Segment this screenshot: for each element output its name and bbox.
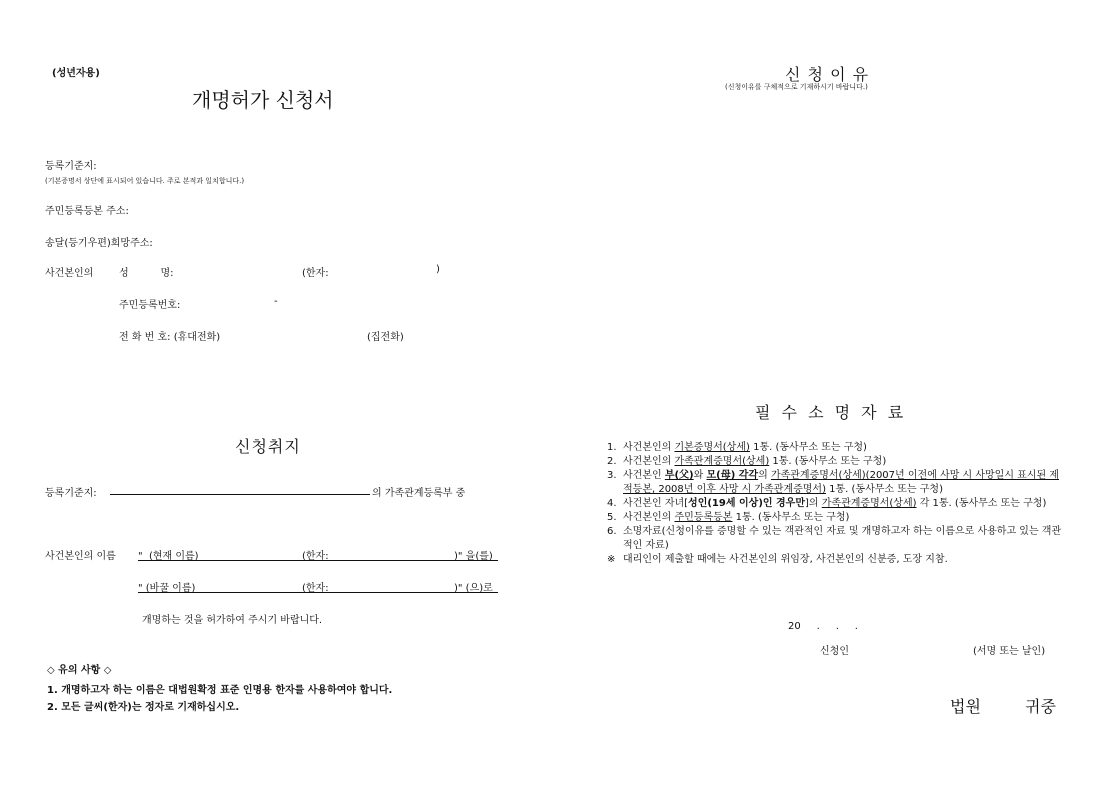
doc-number: ※ <box>607 554 616 565</box>
name-hanja-open: (한자: <box>302 268 329 279</box>
current-name-hanja: (한자: <box>302 551 329 562</box>
request-text: 개명하는 것을 허가하여 주시기 바랍니다. <box>142 615 323 626</box>
doc-number: 3. <box>607 470 617 481</box>
doc-underlined: 기본증명서(상세) <box>674 442 750 453</box>
reason-note: (신청이유를 구체적으로 기재하시기 바랍니다.) <box>725 83 868 91</box>
purpose-reg-base-label: 등록기준지: <box>45 488 97 499</box>
docs-heading: 필 수 소 명 자 료 <box>755 403 907 422</box>
notes-title: ◇ 유의 사항 ◇ <box>47 665 112 676</box>
court-label: 법원 <box>950 697 981 716</box>
mobile-phone-label: 전 화 번 호: (휴대전화) <box>119 332 221 343</box>
doc-text: 의 <box>758 470 771 481</box>
new-name-hanja: (한자: <box>302 583 329 594</box>
doc-underlined: 가족관계증명서(상세)(2007년 이전에 사망 시 사망일시 표시된 제적등본, 2008년 이후 사망 시 가족관계증명서) <box>623 470 1060 495</box>
doc-item <box>607 553 1065 567</box>
doc-text: 사건본인 <box>623 470 665 481</box>
doc-text: 와 <box>693 470 707 481</box>
doc-source: 1통. (동사무소 또는 구청) <box>769 456 887 467</box>
delivery-address-label: 송달(등기우편)희망주소: <box>45 238 153 249</box>
person-label: 사건본인의 <box>45 268 94 279</box>
purpose-reg-suffix: 의 가족관계등록부 중 <box>372 488 466 499</box>
purpose-heading: 신청취지 <box>235 437 301 456</box>
doc-underlined: 주민등록등본 <box>674 512 733 523</box>
adult-label: (성년자용) <box>52 68 100 79</box>
doc-item <box>607 511 1065 525</box>
doc-source: 1통. (동사무소 또는 구청) <box>825 484 943 495</box>
doc-text: 대리인이 제출할 때에는 사건본인의 위임장, 사건본인의 신분증, 도장 지참. <box>623 554 948 565</box>
reg-base-blank-line <box>110 494 370 495</box>
doc-text: 사건본인의 <box>623 442 675 453</box>
date-field: 20 . . . <box>788 621 858 632</box>
current-name-prefix: 사건본인의 이름 <box>45 551 116 562</box>
doc-item <box>607 525 1065 553</box>
doc-item <box>607 469 1065 497</box>
doc-text: 소명자료(신청이유를 증명할 수 있는 객관적인 자료 및 개명하고자 하는 이름으로 사용하고 있는 객관적인 자료) <box>623 526 1062 551</box>
sign-label: (서명 또는 날인) <box>973 646 1046 657</box>
doc-number: 5. <box>607 512 617 523</box>
note-item: 1. 개명하고자 하는 이름은 대법원확정 표준 인명용 한자를 사용하여야 합니다. <box>47 685 393 696</box>
doc-item <box>607 497 1065 511</box>
doc-number: 6. <box>607 526 617 537</box>
doc-item <box>607 441 1065 455</box>
doc-item <box>607 455 1065 469</box>
doc-bold: 부(父) <box>664 470 694 481</box>
current-name-field: " (현재 이름) <box>138 551 199 562</box>
doc-number: 1. <box>607 442 617 453</box>
applicant-label: 신청인 <box>820 646 849 657</box>
required-docs-list <box>607 441 1065 567</box>
doc-underlined: 가족관계증명서(상세) <box>674 456 770 467</box>
form-title: 개명허가 신청서 <box>192 88 334 112</box>
rrn-dash: - <box>274 296 278 307</box>
reg-base-note: (기본증명서 상단에 표시되어 있습니다. 주로 본적과 일치합니다.) <box>45 177 245 185</box>
doc-text: 사건본인 자녀[ <box>623 498 689 509</box>
doc-text: ]의 <box>805 498 822 509</box>
doc-source: 1통. (동사무소 또는 구청) <box>732 512 850 523</box>
name-hanja-close: ) <box>436 264 440 275</box>
reason-heading: 신 청 이 유 <box>785 65 870 84</box>
current-name-suffix: )" 을(를) <box>454 551 493 562</box>
reg-base-label: 등록기준지: <box>45 161 97 172</box>
new-name-field: " (바꿀 이름) <box>138 583 196 594</box>
doc-source: 1통. (동사무소 또는 구청) <box>749 442 867 453</box>
doc-number: 4. <box>607 498 617 509</box>
to-label: 귀중 <box>1025 697 1056 716</box>
doc-bold: 성인(19세 이상)인 경우만 <box>688 498 806 509</box>
home-phone-label: (집전화) <box>367 332 404 343</box>
doc-bold: 모(母) 각각 <box>706 470 759 481</box>
doc-number: 2. <box>607 456 617 467</box>
resident-address-label: 주민등록등본 주소: <box>45 206 129 217</box>
name-label: 성 명: <box>119 268 174 279</box>
doc-text: 사건본인의 <box>623 512 675 523</box>
doc-source: 각 1통. (동사무소 또는 구청) <box>916 498 1047 509</box>
note-item: 2. 모든 글씨(한자)는 정자로 기재하십시오. <box>47 702 240 713</box>
doc-underlined: 가족관계증명서(상세) <box>821 498 917 509</box>
new-name-suffix: )" (으)로 <box>454 583 493 594</box>
doc-text: 사건본인의 <box>623 456 675 467</box>
rrn-label: 주민등록번호: <box>119 300 181 311</box>
